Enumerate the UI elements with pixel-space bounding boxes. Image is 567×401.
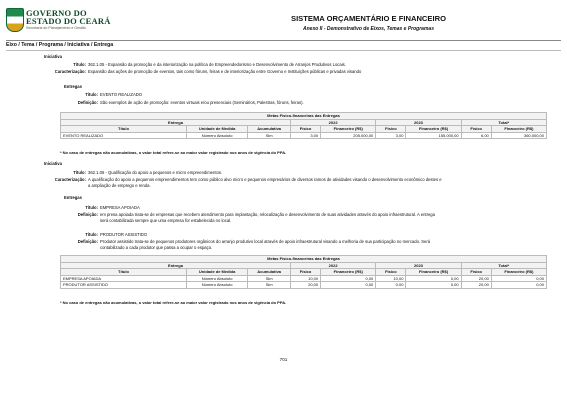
col-fisico: Físico	[461, 269, 491, 276]
col-titulo: Título	[61, 126, 187, 133]
table-caption: Metas Físico-financeiras das Entregas	[61, 256, 547, 263]
logo-line-2: ESTADO DO CEARÁ	[26, 16, 111, 26]
page-header	[0, 0, 567, 38]
iniciativa-heading: Iniciativa	[44, 161, 62, 166]
col-fisico: Físico	[461, 126, 491, 133]
cell-fisico-2023: 10,00	[376, 275, 406, 282]
col-year-2023: 2023	[376, 119, 461, 126]
col-fisico: Físico	[376, 126, 406, 133]
cell-fisico-2022: 10,00	[290, 275, 320, 282]
cell-fisico-2023: 0,00	[376, 282, 406, 289]
col-acumulativa: Acumulativa	[248, 269, 291, 276]
col-entrega: Entrega	[61, 262, 291, 269]
annex-title: Anexo II - Demonstrativo de Eixos, Temas e Programas	[303, 26, 434, 32]
breadcrumb: Eixo / Tema / Programa / Iniciativa / Entrega	[6, 42, 114, 48]
col-fisico: Físico	[290, 126, 320, 133]
col-financeiro: Financeiro (R$)	[321, 126, 376, 133]
iniciativa-heading: Iniciativa	[44, 54, 62, 59]
cell-financeiro-total: 0,00	[491, 282, 546, 289]
iniciativa-title: 362.1.06 - Qualificação do apoio a pequenos e micro empreendimentos.	[88, 170, 223, 175]
col-financeiro: Financeiro (R$)	[491, 126, 546, 133]
cell-acumulativa: Sim	[248, 132, 291, 139]
col-total: Total*	[461, 119, 546, 126]
col-unidade: Unidade de Medida	[186, 269, 247, 276]
cell-fisico-total: 6,00	[461, 132, 491, 139]
table-footnote: * No caso de entregas não acumulativas, o valor total refere-se ao maior valor registrado nos anos de vigência do PPA.	[60, 150, 287, 155]
page-number: 701	[279, 357, 288, 362]
table-row	[61, 132, 547, 139]
entrega-definicao: São exemplos de ação de promoção: eventos virtuais e/ou presenciais (Seminários, Palestras, fóruns, feiras).	[100, 100, 304, 105]
cell-acumulativa: Sim	[248, 282, 291, 289]
iniciativa-caracterizacao-line1: A qualificação do apoio a pequenos empreendimentos tem como público alvo micro e pequenos empresários de diversos ramos de atividades visando o desenvolvimento econômico destes e	[88, 177, 442, 182]
table-caption: Metas Físico-financeiras das Entregas	[61, 113, 547, 120]
breadcrumb-divider	[6, 50, 561, 51]
cell-financeiro-2023: 0,00	[406, 275, 461, 282]
caracterizacao-label: Caracterização:	[54, 177, 86, 182]
cell-unidade: Número Absoluto	[186, 282, 247, 289]
col-financeiro: Financeiro (R$)	[406, 126, 461, 133]
col-financeiro: Financeiro (R$)	[406, 269, 461, 276]
cell-titulo: EMPRESA APOIADA	[61, 275, 187, 282]
cell-financeiro-2023: 0,00	[406, 282, 461, 289]
cell-financeiro-total: 360.000,00	[491, 132, 546, 139]
cell-titulo: PRODUTOR ASSISTIDO	[61, 282, 187, 289]
col-acumulativa: Acumulativa	[248, 126, 291, 133]
cell-financeiro-2022: 205.000,00	[321, 132, 376, 139]
col-titulo: Título	[61, 269, 187, 276]
cell-fisico-2022: 20,00	[290, 282, 320, 289]
cell-financeiro-2022: 0,00	[321, 282, 376, 289]
entrega-title: EMPRESA APOIADA	[100, 205, 140, 210]
col-year-2023: 2023	[376, 262, 461, 269]
entregas-heading: Entregas	[64, 195, 82, 200]
col-financeiro: Financeiro (R$)	[321, 269, 376, 276]
entrega-title: PRODUTOR ASSISTIDO	[100, 232, 148, 237]
iniciativa-title: 362.1.05 - Expansão da promoção e da interiorização na política de Empreendedorismo e Desenvolvimento de Arranjos Produtivos Locais.	[88, 62, 346, 67]
cell-fisico-total: 20,00	[461, 282, 491, 289]
titulo-label: Título:	[73, 62, 86, 67]
entrega-definicao-line2: será contabilizada sempre que uma empresa for estabelecida no local.	[100, 218, 232, 223]
col-year-2022: 2022	[290, 119, 375, 126]
cell-financeiro-2022: 0,00	[321, 275, 376, 282]
col-financeiro: Financeiro (R$)	[491, 269, 546, 276]
header-divider	[6, 40, 561, 41]
col-unidade: Unidade de Medida	[186, 126, 247, 133]
titulo-label: Título:	[85, 232, 98, 237]
definicao-label: Definição:	[77, 100, 98, 105]
cell-titulo: EVENTO REALIZADO	[61, 132, 187, 139]
cell-acumulativa: Sim	[248, 275, 291, 282]
metas-table	[60, 112, 547, 139]
col-entrega: Entrega	[61, 119, 291, 126]
col-fisico: Físico	[376, 269, 406, 276]
entregas-heading: Entregas	[64, 84, 82, 89]
cell-fisico-total: 20,00	[461, 275, 491, 282]
system-title: SISTEMA ORÇAMENTÁRIO E FINANCEIRO	[291, 14, 446, 23]
col-total: Total*	[461, 262, 546, 269]
iniciativa-caracterizacao-line2: a ampliação de emprego e renda.	[88, 183, 151, 188]
cell-unidade: Número Absoluto	[186, 275, 247, 282]
logo-line-1: GOVERNO DO	[26, 8, 87, 18]
cell-fisico-2022: 3,00	[290, 132, 320, 139]
entrega-definicao-line1: em presa apoiada trata-se de empresas que recebem atendimento para implantação, relocalização e desenvolvimento de suas atividades através do apoio infraestrutural. A entrega	[100, 212, 435, 217]
cell-unidade: Número Absoluto	[186, 132, 247, 139]
definicao-label: Definição:	[77, 212, 98, 217]
iniciativa-caracterizacao: Expansão das ações de promoção de eventos, tais como fóruns, feiras e de interiorização entre Governo e Instituições públicas e privadas visando	[88, 69, 362, 74]
col-fisico: Físico	[290, 269, 320, 276]
entrega-definicao-line1: Produtor assistido trata-se de pequenos produtores orgânicos do arranjo produtivo local através de apoio infraestrutural visando a melhoria de sua participação no mercado. Será	[100, 239, 431, 244]
entrega-definicao-line2: contabilizado a cada produtor que passa a ocupar o espaço.	[100, 245, 213, 250]
logo-subtitle: Secretaria do Planejamento e Gestão	[26, 26, 86, 30]
col-year-2022: 2022	[290, 262, 375, 269]
titulo-label: Título:	[85, 205, 98, 210]
metas-table	[60, 255, 547, 289]
cell-financeiro-total: 0,00	[491, 275, 546, 282]
titulo-label: Título:	[73, 170, 86, 175]
entrega-title: EVENTO REALIZADO	[100, 92, 143, 97]
definicao-label: Definição:	[77, 239, 98, 244]
table-footnote: * No caso de entregas não acumulativas, o valor total refere-se ao maior valor registrado nos anos de vigência do PPA.	[60, 300, 287, 305]
cell-financeiro-2023: 155.000,00	[406, 132, 461, 139]
cell-fisico-2023: 3,00	[376, 132, 406, 139]
titulo-label: Título:	[85, 92, 98, 97]
table-row	[61, 275, 547, 282]
caracterizacao-label: Caracterização:	[54, 69, 86, 74]
table-row	[61, 282, 547, 289]
